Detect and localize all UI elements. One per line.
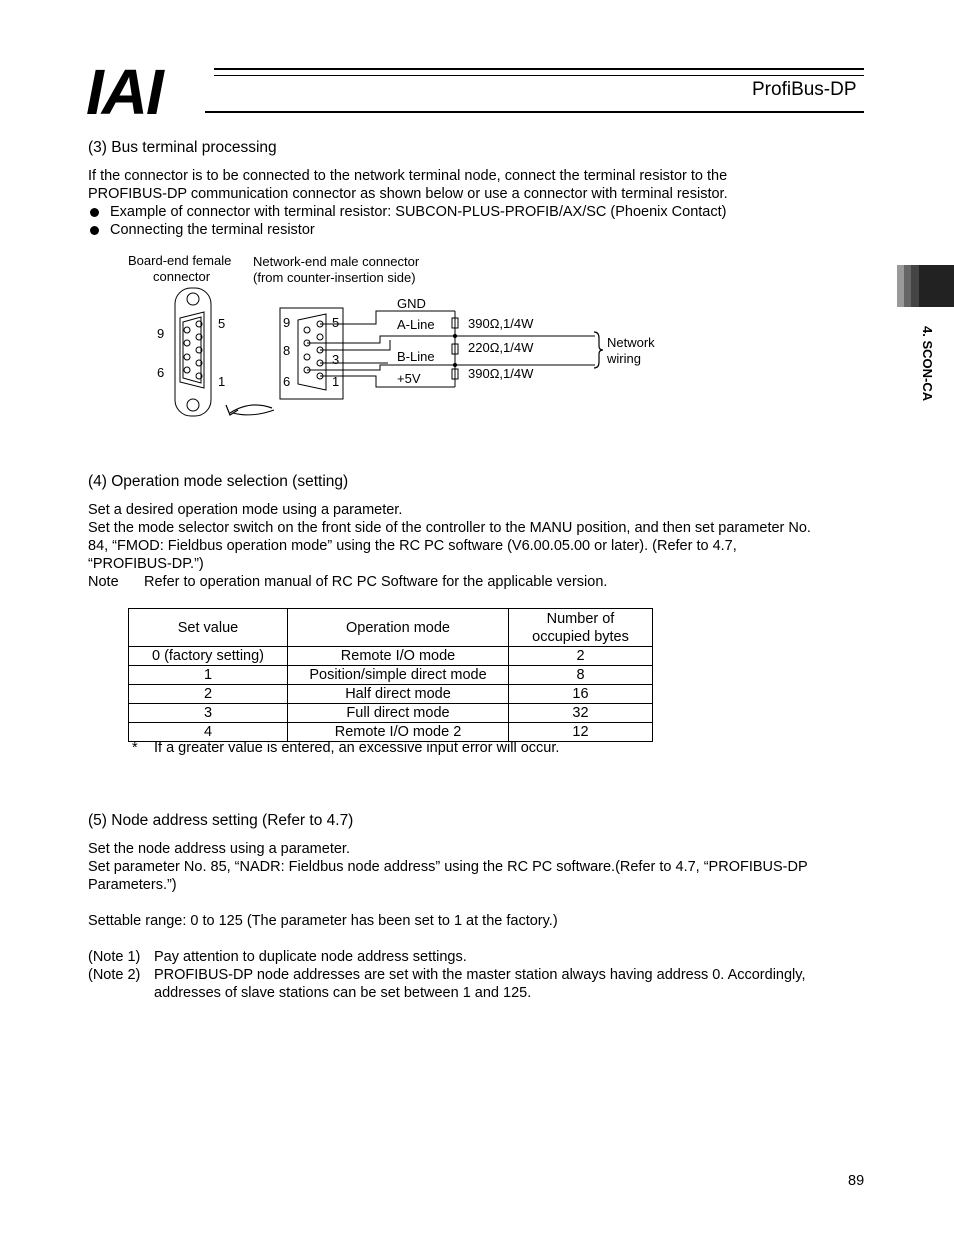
board-connector-label-1: Board-end female	[128, 253, 232, 268]
header-rule-top	[214, 68, 864, 70]
bullet-dot-1	[90, 208, 99, 217]
table-cell: 12	[509, 723, 653, 742]
page-number: 89	[848, 1173, 865, 1189]
table-row	[129, 704, 653, 723]
note2-text-line1: PROFIBUS-DP node addresses are set with the master station always having address 0. Accordingly,	[154, 967, 806, 983]
section3-bullet2: Connecting the terminal resistor	[110, 222, 315, 238]
rotate-arrow	[230, 405, 272, 413]
table-cell: 32	[509, 704, 653, 723]
section5-line2: Set parameter No. 85, “NADR: Fieldbus node address” using the RC PC software.(Refer to 4.7, “PROFIBUS-DP	[88, 859, 808, 875]
section3-bullet1: Example of connector with terminal resistor: SUBCON-PLUS-PROFIB/AX/SC (Phoenix Contact)	[110, 204, 727, 220]
bullet-dot-2	[90, 226, 99, 235]
header-rule-mid	[214, 75, 864, 76]
table-cell: 4	[129, 723, 288, 742]
resistor-1-label: 390Ω,1/4W	[468, 316, 534, 331]
side-tab-stripes	[897, 265, 919, 307]
table-cell: 16	[509, 685, 653, 704]
resistor-3-label: 390Ω,1/4W	[468, 366, 534, 381]
table-row	[129, 647, 653, 666]
a-line-label: A-Line	[397, 317, 435, 332]
iai-logo: IAI	[86, 56, 162, 128]
board-pin-5: 5	[218, 316, 226, 331]
section4-line2: Set the mode selector switch on the front side of the controller to the MANU position, and then set parameter No.	[88, 520, 811, 536]
table-cell: 1	[129, 666, 288, 685]
section5-heading: (5) Node address setting (Refer to 4.7)	[88, 812, 354, 829]
header-title: ProfiBus-DP	[752, 79, 857, 100]
net-pin-3: 3	[332, 352, 340, 367]
net-pin-5: 5	[332, 315, 340, 330]
side-tab-block	[919, 265, 954, 307]
section4-note-label: Note	[88, 574, 119, 590]
table-footnote: If a greater value is entered, an excessive input error will occur.	[154, 740, 560, 756]
footnote-mark: *	[132, 740, 138, 756]
section3-para-line1: If the connector is to be connected to the network terminal node, connect the terminal resistor to the	[88, 168, 728, 184]
section3-para-line2: PROFIBUS-DP communication connector as shown below or use a connector with terminal resistor.	[88, 186, 728, 202]
note1-label: (Note 1)	[88, 949, 141, 965]
wires	[307, 311, 595, 387]
note2-text-line2: addresses of slave stations can be set between 1 and 125.	[154, 985, 532, 1001]
network-connector-label-1: Network-end male connector	[253, 254, 420, 269]
table-cell: Remote I/O mode 2	[288, 723, 509, 742]
note2-label: (Note 2)	[88, 967, 141, 983]
side-tab-label: 4. SCON-CA	[920, 326, 935, 402]
board-pin-6: 6	[157, 365, 165, 380]
b-line-label: B-Line	[397, 349, 435, 364]
table-cell: 3	[129, 704, 288, 723]
note1-text: Pay attention to duplicate node address settings.	[154, 949, 467, 965]
table-cell: Remote I/O mode	[288, 647, 509, 666]
table-cell: 2	[509, 647, 653, 666]
gnd-label: GND	[397, 296, 426, 311]
table-header: Set value	[129, 609, 288, 647]
table-header	[509, 609, 653, 647]
table-header-row	[129, 609, 653, 647]
table-row	[129, 685, 653, 704]
table-header-line: occupied bytes	[532, 628, 629, 645]
net-pin-1: 1	[332, 374, 340, 389]
plus5v-label: +5V	[397, 371, 421, 386]
network-brace	[594, 332, 603, 368]
network-male-connector	[298, 314, 326, 390]
net-pin-6: 6	[283, 374, 291, 389]
board-female-connector	[175, 288, 211, 416]
section4-note-text: Refer to operation manual of RC PC Software for the applicable version.	[144, 574, 608, 590]
section4-line1: Set a desired operation mode using a parameter.	[88, 502, 403, 518]
section5-line3: Parameters.”)	[88, 877, 177, 893]
network-connector-label-2: (from counter-insertion side)	[253, 270, 416, 285]
table-row	[129, 666, 653, 685]
resistor-2-label: 220Ω,1/4W	[468, 340, 534, 355]
section4-line4: “PROFIBUS-DP.”)	[88, 556, 204, 572]
board-connector-label-2: connector	[153, 269, 211, 284]
network-wiring-label-1: Network	[607, 335, 655, 350]
table-header: Operation mode	[288, 609, 509, 647]
board-pin-1: 1	[218, 374, 226, 389]
network-wiring-label-2: wiring	[607, 351, 641, 366]
section5-line1: Set the node address using a parameter.	[88, 841, 350, 857]
table-header-line: Number of	[546, 610, 615, 627]
net-pin-9: 9	[283, 315, 291, 330]
table-cell: 2	[129, 685, 288, 704]
header-rule-bottom	[205, 111, 864, 113]
section4-line3: 84, “FMOD: Fieldbus operation mode” using the RC PC software (V6.00.05.00 or later). (Refer to 4.7,	[88, 538, 737, 554]
table-cell: 8	[509, 666, 653, 685]
net-pin-8: 8	[283, 343, 291, 358]
table-cell: Half direct mode	[288, 685, 509, 704]
table-cell: Position/simple direct mode	[288, 666, 509, 685]
operation-mode-table	[128, 608, 653, 742]
section3-heading: (3) Bus terminal processing	[88, 139, 277, 156]
table-cell: 0 (factory setting)	[129, 647, 288, 666]
board-pin-9: 9	[157, 326, 165, 341]
table-cell: Full direct mode	[288, 704, 509, 723]
section5-range: Settable range: 0 to 125 (The parameter has been set to 1 at the factory.)	[88, 913, 558, 929]
section4-heading: (4) Operation mode selection (setting)	[88, 473, 349, 490]
